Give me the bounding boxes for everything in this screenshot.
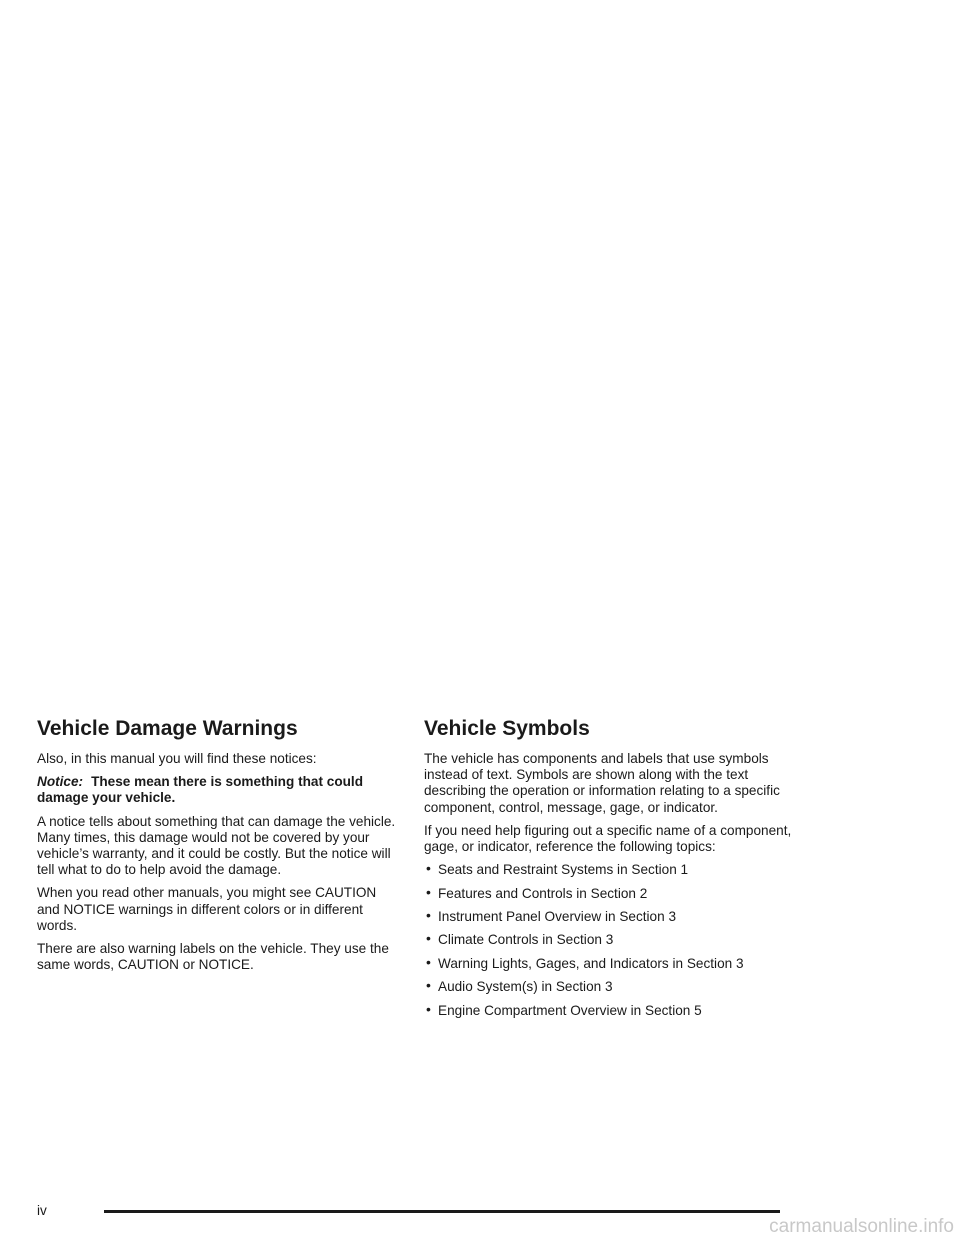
list-item: • Seats and Restraint Systems in Section 1 xyxy=(426,860,689,878)
bullet-icon: • xyxy=(426,907,431,923)
notice-paragraph xyxy=(37,774,402,806)
vehicle-symbols-section xyxy=(424,716,796,1026)
list-item: • Instrument Panel Overview in Section 3 xyxy=(426,907,677,924)
damage-warnings-paragraph: A notice tells about something that can damage the vehicle. Many times, this damage would not be covered by your vehicle’s warranty, and it could be costly. But the notice will tell what to do to help avoid the damage. xyxy=(37,813,396,878)
damage-warnings-title: Vehicle Damage Warnings xyxy=(37,717,298,740)
bullet-icon: • xyxy=(426,1000,431,1017)
bullet-icon: • xyxy=(426,883,431,900)
vehicle-symbols-paragraph: If you need help figuring out a specific name of a component, gage, or indicator, reference the following topics: xyxy=(424,822,792,855)
damage-warnings-paragraph: There are also warning labels on the vehicle. They use the same words, CAUTION or NOTICE. xyxy=(37,941,389,973)
footer-divider xyxy=(104,1210,780,1213)
list-item: • Features and Controls in Section 2 xyxy=(426,883,648,901)
vehicle-symbols-title: Vehicle Symbols xyxy=(424,717,590,740)
page-number: iv xyxy=(37,1203,47,1218)
damage-warnings-paragraph: When you read other manuals, you might see CAUTION and NOTICE warnings in different colors or in different words. xyxy=(37,885,377,933)
list-item: • Audio System(s) in Section 3 xyxy=(426,977,613,995)
damage-warnings-section xyxy=(37,716,402,980)
watermark: carmanualsonline.info xyxy=(769,1216,954,1237)
topics-list xyxy=(424,862,796,1019)
vehicle-symbols-paragraph: The vehicle has components and labels that use symbols instead of text. Symbols are shown along with the text describing the operation or information relating to a specific component, control, message, gage, or indicator. xyxy=(424,751,780,815)
damage-warnings-intro: Also, in this manual you will find these notices: xyxy=(37,751,317,766)
bullet-icon: • xyxy=(426,977,431,994)
notice-text: These mean there is something that could damage your vehicle. xyxy=(37,774,364,806)
list-item: • Engine Compartment Overview in Section 5 xyxy=(426,1000,702,1018)
bullet-icon: • xyxy=(426,860,431,877)
bullet-icon: • xyxy=(426,953,431,970)
bullet-icon: • xyxy=(426,930,431,947)
notice-label: Notice: xyxy=(37,774,84,790)
list-item: • Climate Controls in Section 3 xyxy=(426,930,614,948)
list-item: • Warning Lights, Gages, and Indicators in Section 3 xyxy=(426,953,744,971)
